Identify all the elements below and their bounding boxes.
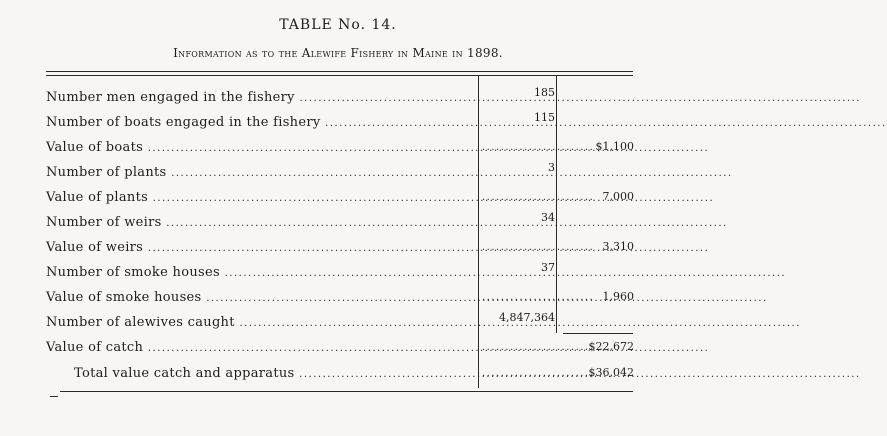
table-row <box>0 261 676 285</box>
row-label: Value of weirs ..... <box>46 240 476 255</box>
leader-dots: ........................ <box>482 192 595 203</box>
row-label: Value of plants ..... <box>46 190 476 205</box>
bottom-rule-tick <box>50 396 58 397</box>
top-rule-double <box>46 75 633 76</box>
row-amount: 7,000 <box>602 190 634 203</box>
table-row <box>0 236 676 260</box>
row-count: 37 <box>541 261 555 274</box>
row-label: Number of boats engaged in the fishery ..... <box>46 115 476 130</box>
row-label: Value of boats ..... <box>46 140 476 155</box>
leader-dots: ........................ <box>482 242 595 253</box>
row-label: Total value catch and apparatus ..... <box>74 366 476 381</box>
row-label: Value of catch ..... <box>46 340 476 355</box>
bottom-rule <box>60 391 633 392</box>
row-amount: 3,310 <box>602 240 634 253</box>
row-count: 4,847,364 <box>499 311 555 324</box>
row-label: Number of weirs ..... <box>46 215 476 230</box>
leader-dots: ........................ <box>482 368 595 379</box>
leader-dots: ........................ <box>482 142 595 153</box>
top-rule <box>46 71 633 72</box>
leader-dots: ........................ <box>482 342 595 353</box>
table-row <box>0 311 676 335</box>
row-label: Number of smoke houses ..... <box>46 265 476 280</box>
leader-dots: ........................ <box>482 292 595 303</box>
row-label: Number of alewives caught ..... <box>46 315 476 330</box>
table-row <box>0 186 676 210</box>
table-row <box>0 336 676 360</box>
row-label: Value of smoke houses ..... <box>46 290 476 305</box>
row-amount: 1,960 <box>602 290 634 303</box>
table-row-total <box>0 362 676 386</box>
row-count: 3 <box>548 161 555 174</box>
row-amount: $22,672 <box>588 340 634 353</box>
table-row <box>0 211 676 235</box>
row-amount: $36,042 <box>588 366 634 379</box>
row-label: Number men engaged in the fishery ..... <box>46 90 476 105</box>
row-amount: $1,100 <box>595 140 634 153</box>
row-count: 185 <box>534 86 555 99</box>
row-count: 34 <box>541 211 555 224</box>
row-label: Number of plants ..... <box>46 165 476 180</box>
table-row <box>0 136 676 160</box>
table-subtitle: Information as to the Alewife Fishery in Maine in 1898. <box>173 46 503 60</box>
table-row <box>0 86 676 110</box>
row-count: 115 <box>534 111 555 124</box>
table-title: TABLE No. 14. <box>279 17 397 33</box>
table-row <box>0 286 676 310</box>
table-row <box>0 111 676 135</box>
table-row <box>0 161 676 185</box>
